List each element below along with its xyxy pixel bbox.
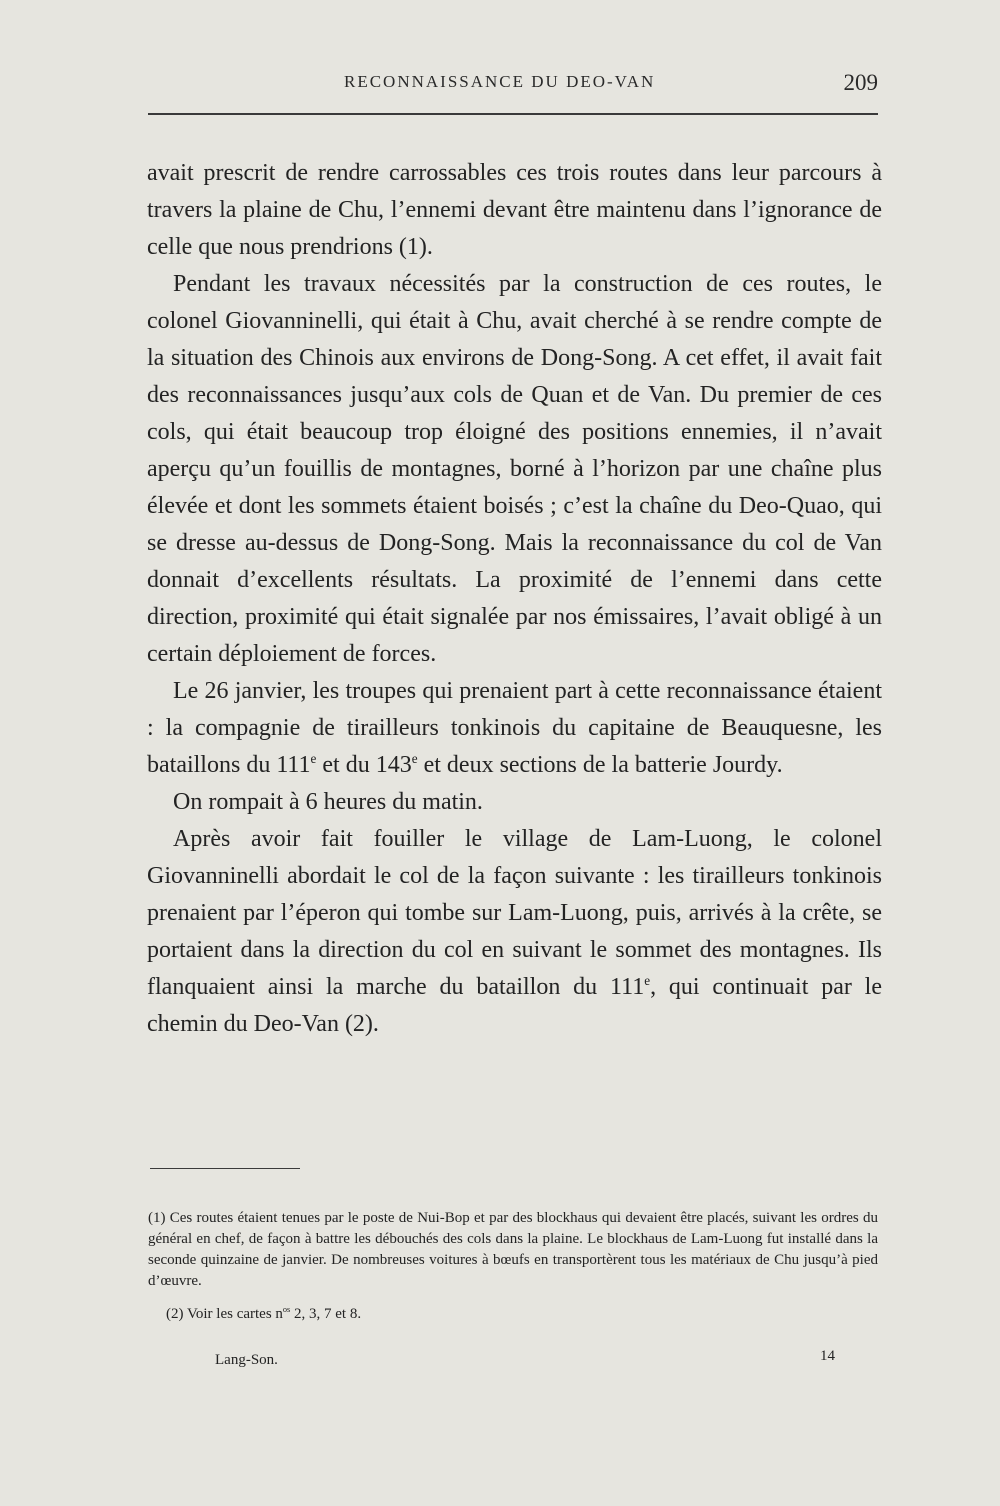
page-number: 209 <box>843 70 878 95</box>
paragraph-3-part-b: et du 143 <box>316 752 412 778</box>
paragraph-2: Pendant les travaux nécessités par la construction de ces routes, le colonel Giovanninelli, qui était à Chu, avait cherché à se rendre compte de la situation des Chinois aux environs de Dong-Song. A cet effet, il avait fait des reconnaissances jusqu’aux cols de Quan et de Van. Du premier de ces cols, qui était beaucoup trop éloigné des positions ennemies, il n’avait aperçu qu’un fouillis de montagnes, borné à l’horizon par une chaîne plus élevée et dont les sommets étaient boisés ; c’est la chaîne du Deo-Quao, qui se dresse au-dessus de Dong-Song. Mais la reconnaissance du col de Van donnait d’excellents résultats. La proximité de l’ennemi dans cette direction, proximité qui était signalée par nos émissaires, l’avait obligé à un certain déploiement de forces. <box>147 271 882 667</box>
paragraph-3 <box>147 673 882 784</box>
paragraph-5-part-a: Après avoir fait fouiller le village de Lam-Luong, le colonel Giovanninelli abordait le col de la façon suivante : les tirailleurs tonkinois prenaient par l’éperon qui tombe sur Lam-Luong, puis, arrivés à la crête, se portaient dans la direction du col en suivant le sommet des montagnes. Ils flanquaient ainsi la marche du bataillon du 111 <box>147 826 882 1000</box>
paragraph-4: On rompait à 6 heures du matin. <box>173 789 483 815</box>
superscript-e: e <box>310 751 317 766</box>
paragraph-5 <box>147 821 882 1043</box>
signature-row <box>215 1348 835 1376</box>
signature-label: Lang-Son. <box>215 1352 278 1368</box>
main-text <box>147 155 882 1043</box>
footnote-rule <box>150 1168 300 1169</box>
header-rule <box>148 113 878 115</box>
signature-number: 14 <box>820 1348 835 1364</box>
page-header <box>148 70 878 100</box>
footnote-2 <box>148 1304 878 1325</box>
paragraph-1: avait prescrit de rendre carrossables ces trois routes dans leur parcours à travers la plaine de Chu, l’ennemi devant être maintenu dans l’ignorance de celle que nous prendrions (1). <box>147 160 882 260</box>
superscript-e: e <box>644 973 651 988</box>
footnote-1: (1) Ces routes étaient tenues par le poste de Nui-Bop et par des blockhaus qui devaient être placés, suivant les ordres du général en chef, de façon à battre les débouchés des cols dans la plaine. Le blockhaus de Lam-Luong fut installé dans la seconde quinzaine de janvier. De nombreuses voitures à bœufs en transportèrent tous les matériaux de Chu jusqu’à pied d’œuvre. <box>148 1210 878 1289</box>
paragraph-3-part-c: et deux sections de la batterie Jourdy. <box>417 752 783 778</box>
superscript-os: os <box>282 1305 291 1314</box>
footnote-2-part-a: (2) Voir les cartes n <box>166 1306 283 1322</box>
footnote-2-part-b: 2, 3, 7 et 8. <box>290 1306 362 1322</box>
superscript-e: e <box>411 751 418 766</box>
running-title: RECONNAISSANCE DU DEO-VAN <box>344 72 656 91</box>
paragraph-5-part-b: , qui continuait par le chemin du Deo-Van (2). <box>147 974 882 1037</box>
paragraph-3-part-a: Le 26 janvier, les troupes qui prenaient part à cette reconnaissance étaient : la compagnie de tirailleurs tonkinois du capitaine de Beauquesne, les bataillons du 111 <box>147 678 882 778</box>
footnotes <box>148 1208 878 1325</box>
